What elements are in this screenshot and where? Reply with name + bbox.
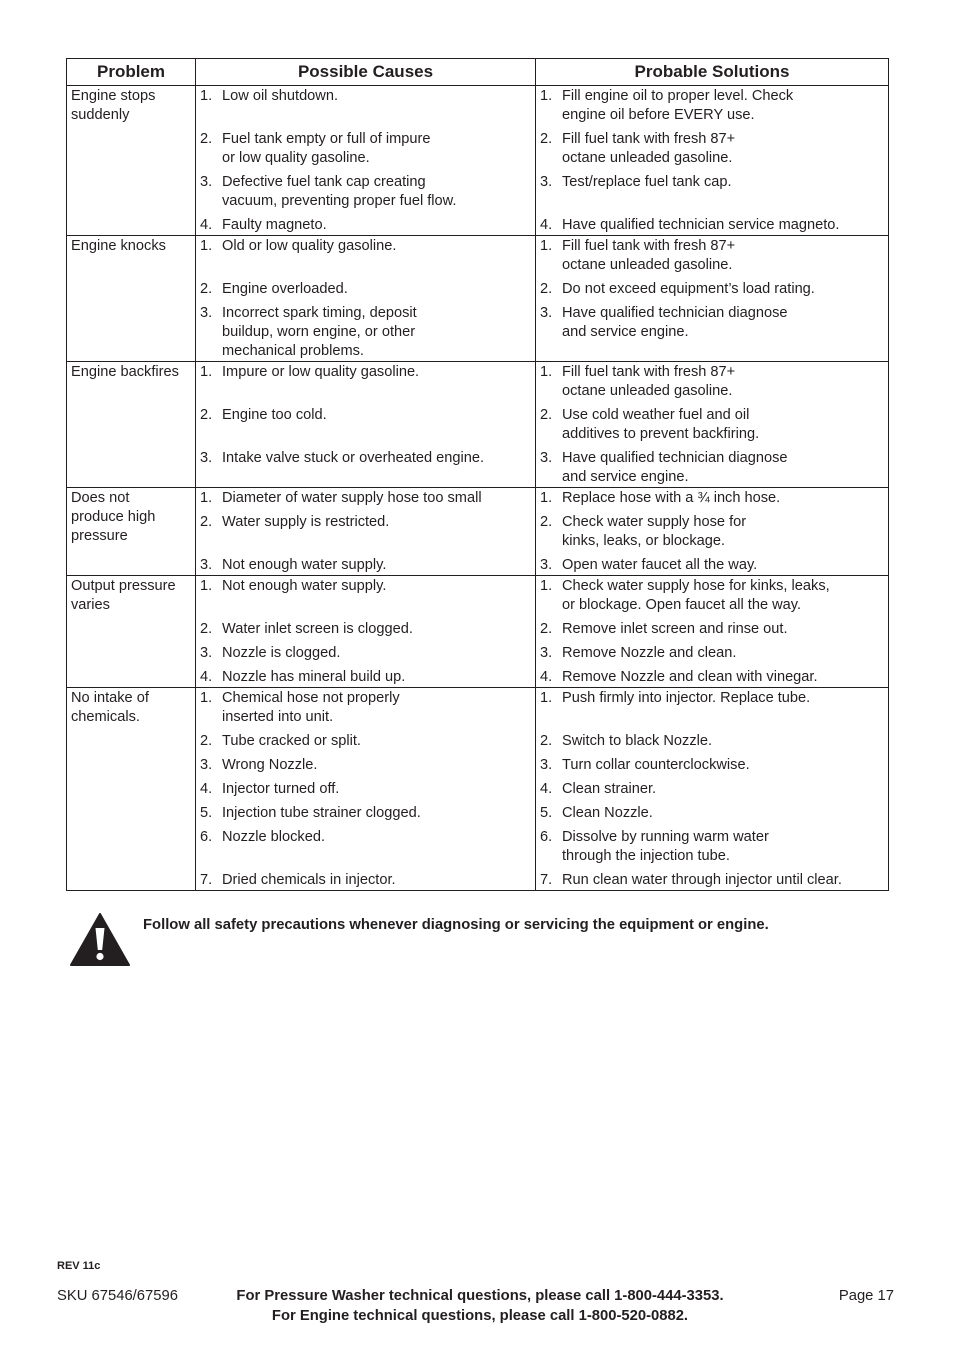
problem-text: Does not produce high pressure: [71, 490, 156, 544]
cause-item: [200, 556, 532, 575]
solution-item: [540, 280, 885, 304]
cause-item-number: 3.: [200, 557, 213, 573]
cause-item-text: Injector turned off.: [222, 781, 340, 797]
solution-item-number: 3.: [540, 557, 553, 573]
cause-item-text: Intake valve stuck or overheated engine.: [222, 450, 485, 466]
cause-item: [200, 644, 532, 668]
cause-item-text: Chemical hose not properly inserted into unit.: [222, 690, 400, 725]
cause-item-number: 3.: [200, 305, 213, 321]
solution-item: [540, 406, 885, 449]
solution-item-text: Clean strainer.: [562, 781, 657, 797]
cause-cell: [196, 688, 536, 891]
solution-item-text: Dissolve by running warm water through the injection tube.: [562, 829, 769, 864]
solution-item-number: 1.: [540, 364, 553, 380]
cause-item-number: 1.: [200, 238, 213, 254]
solution-item: [540, 449, 885, 487]
pressure-washer-support-line: For Pressure Washer technical questions, please call 1-800-444-3353.: [236, 1288, 724, 1304]
cause-item: [200, 804, 532, 828]
cause-item: [200, 689, 532, 732]
cause-item-number: 3.: [200, 450, 213, 466]
cause-item: [200, 828, 532, 871]
solution-item-number: 4.: [540, 217, 553, 233]
solution-item: [540, 130, 885, 173]
solution-item-number: 2.: [540, 514, 553, 530]
problem-text: Output pressure varies: [71, 578, 176, 613]
solution-item-number: 3.: [540, 757, 553, 773]
cause-item-text: Tube cracked or split.: [222, 733, 361, 749]
cause-item-text: Water supply is restricted.: [222, 514, 390, 530]
table-row: [67, 236, 889, 362]
solution-item-text: Have qualified technician diagnose and service engine.: [562, 305, 788, 340]
solution-item-number: 3.: [540, 450, 553, 466]
page-number: Page 17: [838, 1288, 894, 1304]
solution-item-text: Use cold weather fuel and oil additives to prevent backfiring.: [562, 407, 760, 442]
cause-item: [200, 620, 532, 644]
solution-item: [540, 363, 885, 406]
solution-item: [540, 732, 885, 756]
cause-item-number: 1.: [200, 578, 213, 594]
solution-item-number: 1.: [540, 578, 553, 594]
solution-item-number: 2.: [540, 621, 553, 637]
engine-support-line: For Engine technical questions, please call 1-800-520-0882.: [271, 1308, 689, 1324]
solution-item-text: Remove Nozzle and clean.: [562, 645, 737, 661]
cause-item-text: Old or low quality gasoline.: [222, 238, 397, 254]
solution-item-text: Check water supply hose for kinks, leaks, or blockage.: [562, 514, 747, 549]
sku-label: SKU 67546/67596: [57, 1288, 178, 1304]
solution-item-text: Run clean water through injector until clear.: [562, 872, 842, 888]
header-probable-solutions: Probable Solutions: [536, 59, 889, 86]
problem-cell: [67, 688, 196, 891]
cause-item-number: 1.: [200, 690, 213, 706]
solution-item-number: 2.: [540, 407, 553, 423]
cause-item: [200, 280, 532, 304]
solution-item-number: 1.: [540, 238, 553, 254]
cause-item-number: 7.: [200, 872, 213, 888]
cause-item-text: Wrong Nozzle.: [222, 757, 318, 773]
solution-item-number: 1.: [540, 88, 553, 104]
header-problem: Problem: [67, 59, 196, 86]
solution-item-text: Fill fuel tank with fresh 87+ octane unleaded gasoline.: [562, 364, 736, 399]
problem-cell: [67, 362, 196, 488]
safety-warning-text: Follow all safety precautions whenever diagnosing or servicing the equipment or engine.: [143, 917, 769, 933]
solution-item-number: 4.: [540, 781, 553, 797]
solution-item-number: 7.: [540, 872, 553, 888]
cause-item-number: 3.: [200, 645, 213, 661]
cause-item-number: 4.: [200, 217, 213, 233]
solution-item-number: 5.: [540, 805, 553, 821]
cause-item: [200, 871, 532, 890]
cause-item-number: 2.: [200, 281, 213, 297]
problem-cell: [67, 576, 196, 688]
cause-item: [200, 756, 532, 780]
solution-item-text: Turn collar counterclockwise.: [562, 757, 750, 773]
cause-item: [200, 449, 532, 487]
solution-cell: [536, 86, 889, 236]
cause-item-number: 5.: [200, 805, 213, 821]
cause-item-text: Water inlet screen is clogged.: [222, 621, 413, 637]
solution-item-text: Remove inlet screen and rinse out.: [562, 621, 788, 637]
solution-item: [540, 577, 885, 620]
cause-item: [200, 668, 532, 687]
cause-item-text: Low oil shutdown.: [222, 88, 339, 104]
cause-item: [200, 406, 532, 449]
solution-item-text: Have qualified technician service magneto.: [562, 217, 840, 233]
solution-item-text: Have qualified technician diagnose and service engine.: [562, 450, 788, 485]
solution-item-text: Do not exceed equipment’s load rating.: [562, 281, 815, 297]
cause-item: [200, 237, 532, 280]
solution-item-text: Test/replace fuel tank cap.: [562, 174, 732, 190]
solution-item-text: Open water faucet all the way.: [562, 557, 758, 573]
cause-cell: [196, 362, 536, 488]
cause-item-number: 3.: [200, 757, 213, 773]
cause-item-number: 1.: [200, 490, 213, 506]
troubleshooting-table: [66, 58, 889, 891]
table-row: [67, 688, 889, 891]
solution-item-text: Fill fuel tank with fresh 87+ octane unleaded gasoline.: [562, 238, 736, 273]
revision-label: REV 11c: [57, 1260, 101, 1272]
cause-item-text: Nozzle blocked.: [222, 829, 326, 845]
cause-item-text: Defective fuel tank cap creating vacuum, preventing proper fuel flow.: [222, 174, 457, 209]
cause-item-text: Not enough water supply.: [222, 578, 387, 594]
solution-item: [540, 644, 885, 668]
solution-item-text: Fill engine oil to proper level. Check engine oil before EVERY use.: [562, 88, 794, 123]
cause-item-text: Nozzle is clogged.: [222, 645, 341, 661]
cause-item-number: 4.: [200, 781, 213, 797]
solution-item-text: Clean Nozzle.: [562, 805, 653, 821]
solution-item-number: 6.: [540, 829, 553, 845]
problem-text: Engine stops suddenly: [71, 88, 156, 123]
solution-item: [540, 804, 885, 828]
solution-item-number: 3.: [540, 305, 553, 321]
cause-item-number: 2.: [200, 131, 213, 147]
solution-item: [540, 689, 885, 732]
solution-item: [540, 756, 885, 780]
cause-item-number: 4.: [200, 669, 213, 685]
cause-item: [200, 577, 532, 620]
solution-item-number: 2.: [540, 733, 553, 749]
cause-cell: [196, 236, 536, 362]
cause-item-number: 1.: [200, 88, 213, 104]
solution-item: [540, 513, 885, 556]
cause-item: [200, 363, 532, 406]
solution-item-number: 1.: [540, 690, 553, 706]
cause-item: [200, 173, 532, 216]
cause-item-number: 2.: [200, 514, 213, 530]
solution-item: [540, 489, 885, 513]
cause-item: [200, 304, 532, 361]
solution-item-text: Remove Nozzle and clean with vinegar.: [562, 669, 818, 685]
cause-cell: [196, 576, 536, 688]
cause-item-text: Faulty magneto.: [222, 217, 327, 233]
solution-cell: [536, 576, 889, 688]
cause-item: [200, 87, 532, 130]
solution-item-number: 1.: [540, 490, 553, 506]
cause-item: [200, 130, 532, 173]
cause-item-number: 6.: [200, 829, 213, 845]
solution-item-number: 2.: [540, 281, 553, 297]
cause-item-text: Diameter of water supply hose too small: [222, 490, 482, 506]
cause-item-text: Engine too cold.: [222, 407, 327, 423]
table-row: [67, 576, 889, 688]
table-row: [67, 86, 889, 236]
solution-item-text: Replace hose with a ¾ inch hose.: [562, 490, 781, 506]
problem-cell: [67, 488, 196, 576]
solution-item: [540, 780, 885, 804]
cause-item-text: Engine overloaded.: [222, 281, 348, 297]
cause-item-text: Injection tube strainer clogged.: [222, 805, 421, 821]
cause-item-text: Nozzle has mineral build up.: [222, 669, 406, 685]
solution-item: [540, 87, 885, 130]
solution-cell: [536, 488, 889, 576]
solution-item: [540, 304, 885, 361]
problem-cell: [67, 236, 196, 362]
solution-item: [540, 216, 885, 235]
cause-item: [200, 513, 532, 556]
problem-cell: [67, 86, 196, 236]
cause-item-text: Incorrect spark timing, deposit buildup, worn engine, or other mechanical problems.: [222, 305, 417, 359]
cause-item-text: Impure or low quality gasoline.: [222, 364, 420, 380]
cause-item: [200, 216, 532, 235]
solution-item: [540, 828, 885, 871]
cause-item-number: 2.: [200, 621, 213, 637]
solution-item: [540, 668, 885, 687]
cause-cell: [196, 86, 536, 236]
solution-cell: [536, 236, 889, 362]
solution-item-text: Check water supply hose for kinks, leaks, or blockage. Open faucet all the way.: [562, 578, 830, 613]
cause-item-number: 2.: [200, 733, 213, 749]
solution-item: [540, 237, 885, 280]
solution-item-text: Push firmly into injector. Replace tube.: [562, 690, 811, 706]
cause-item-number: 2.: [200, 407, 213, 423]
header-possible-causes: Possible Causes: [196, 59, 536, 86]
solution-cell: [536, 362, 889, 488]
solution-item-text: Fill fuel tank with fresh 87+ octane unleaded gasoline.: [562, 131, 736, 166]
cause-cell: [196, 488, 536, 576]
solution-item-text: Switch to black Nozzle.: [562, 733, 713, 749]
cause-item-number: 1.: [200, 364, 213, 380]
table-row: [67, 362, 889, 488]
cause-item-text: Dried chemicals in injector.: [222, 872, 396, 888]
table-row: [67, 488, 889, 576]
problem-text: No intake of chemicals.: [71, 690, 149, 725]
problem-text: Engine backfires: [71, 364, 179, 380]
solution-item: [540, 556, 885, 575]
cause-item: [200, 732, 532, 756]
solution-item: [540, 871, 885, 890]
solution-item-number: 3.: [540, 174, 553, 190]
cause-item-text: Not enough water supply.: [222, 557, 387, 573]
cause-item: [200, 780, 532, 804]
solution-cell: [536, 688, 889, 891]
cause-item-number: 3.: [200, 174, 213, 190]
problem-text: Engine knocks: [71, 238, 166, 254]
cause-item: [200, 489, 532, 513]
warning-triangle-icon: [70, 913, 130, 966]
solution-item: [540, 620, 885, 644]
cause-item-text: Fuel tank empty or full of impure or low quality gasoline.: [222, 131, 431, 166]
solution-item: [540, 173, 885, 216]
solution-item-number: 4.: [540, 669, 553, 685]
table-header-row: [67, 59, 889, 86]
solution-item-number: 3.: [540, 645, 553, 661]
solution-item-number: 2.: [540, 131, 553, 147]
